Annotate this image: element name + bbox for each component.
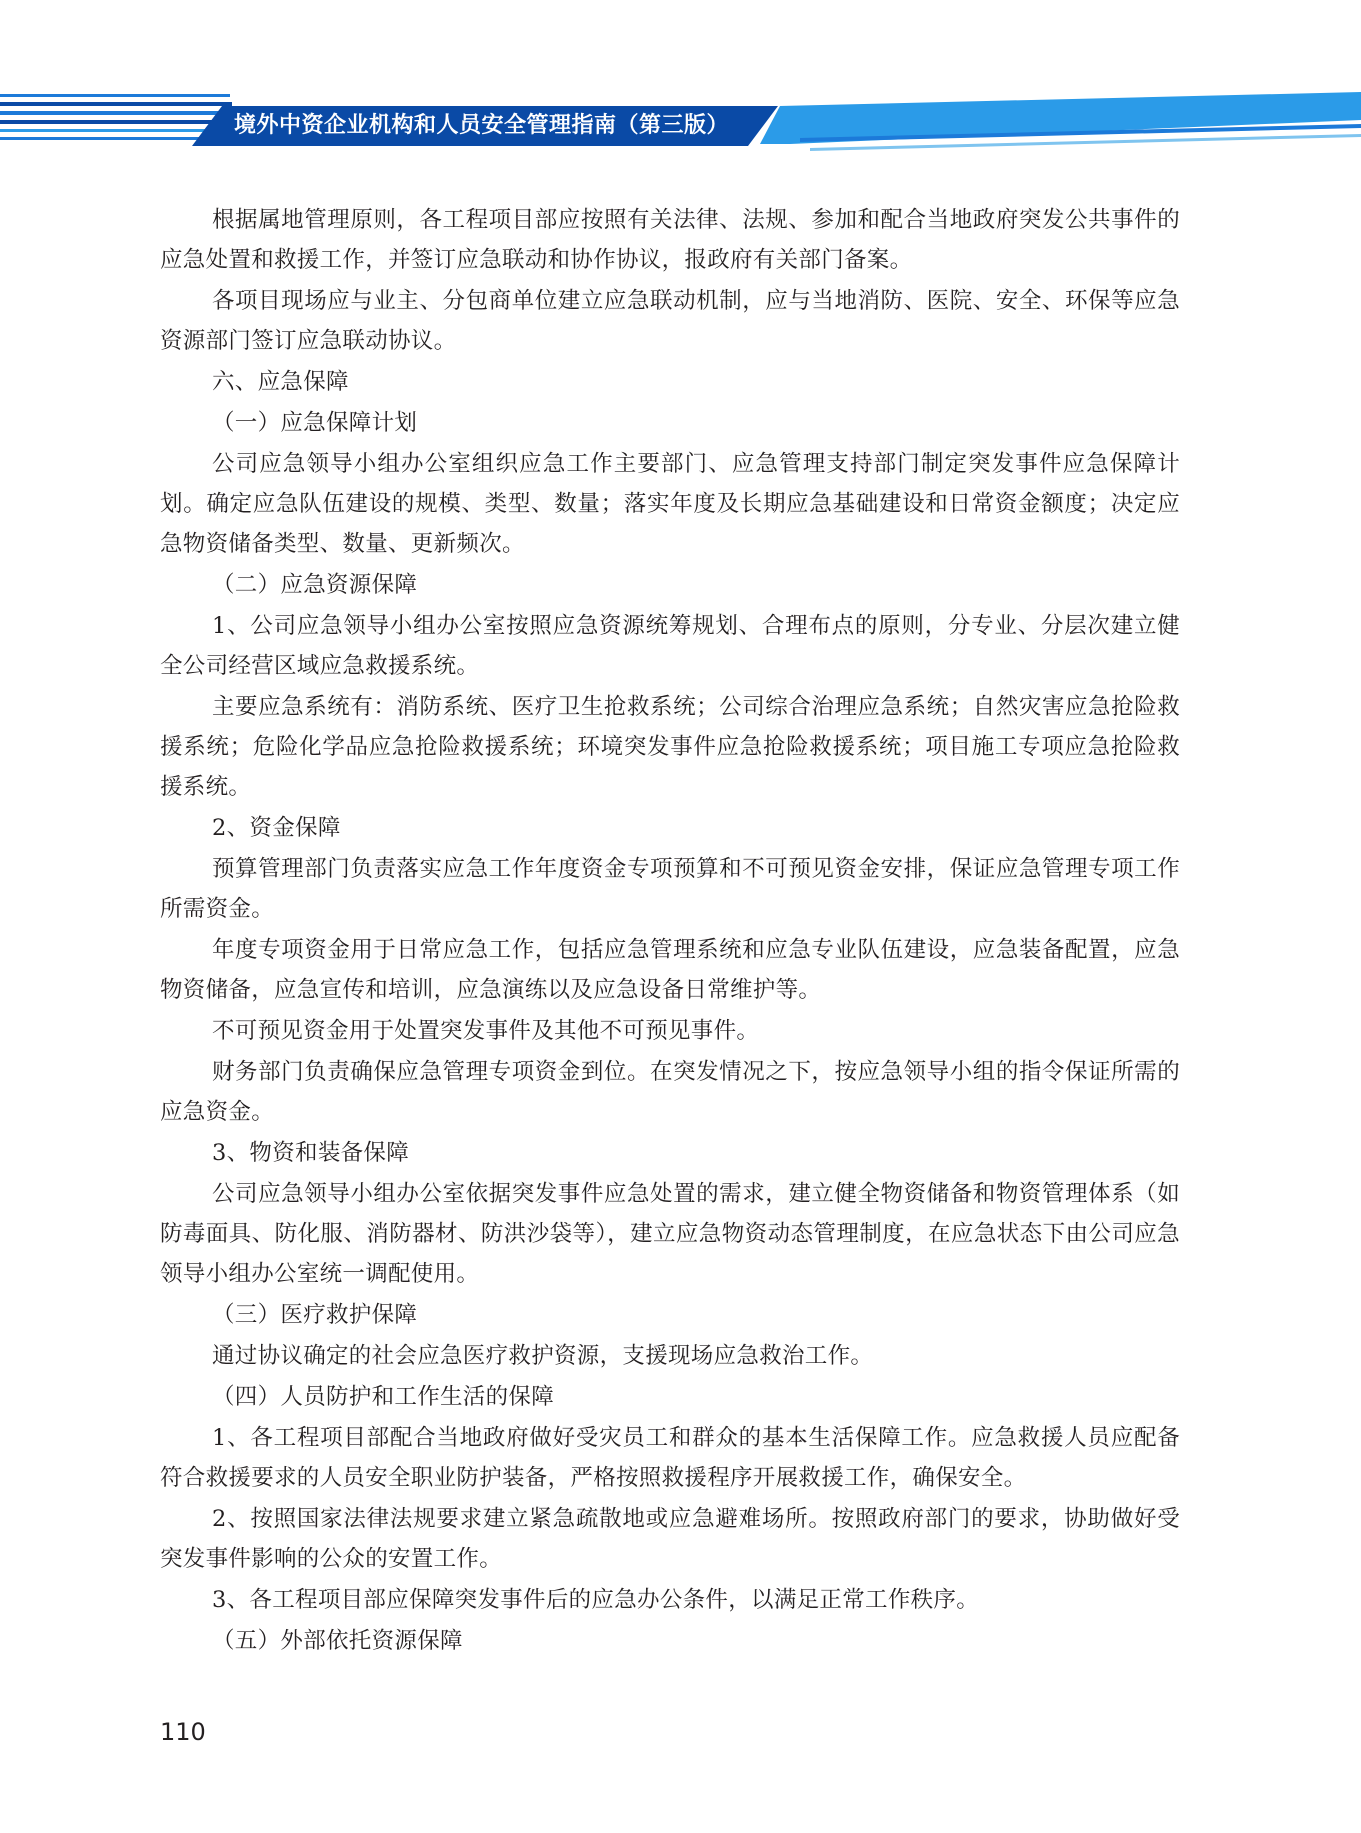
paragraph: 公司应急领导小组办公室依据突发事件应急处置的需求，建立健全物资储备和物资管理体系（如防毒面具、防化服、消防器材、防洪沙袋等），建立应急物资动态管理制度，在应急状态下由公司应急领导小组办公室统一调配使用。 xyxy=(160,1181,1180,1287)
banner-accent-band xyxy=(760,92,1361,144)
paragraph: 年度专项资金用于日常应急工作，包括应急管理系统和应急专业队伍建设，应急装备配置，应急物资储备，应急宣传和培训，应急演练以及应急设备日常维护等。 xyxy=(160,937,1180,1003)
item-heading: 2、资金保障 xyxy=(212,815,341,841)
paragraph: 2、按照国家法律法规要求建立紧急疏散地或应急避难场所。按照政府部门的要求，协助做好受突发事件影响的公众的安置工作。 xyxy=(160,1506,1180,1572)
subsection-heading: （三）医疗救护保障 xyxy=(212,1302,418,1328)
page-number: 110 xyxy=(160,1718,206,1746)
paragraph: 3、各工程项目部应保障突发事件后的应急办公条件，以满足正常工作秩序。 xyxy=(212,1587,980,1613)
paragraph: 1、各工程项目部配合当地政府做好受灾员工和群众的基本生活保障工作。应急救援人员应配备符合救援要求的人员安全职业防护装备，严格按照救援程序开展救援工作，确保安全。 xyxy=(160,1425,1180,1491)
item-heading: 3、物资和装备保障 xyxy=(212,1140,410,1166)
paragraph: 预算管理部门负责落实应急工作年度资金专项预算和不可预见资金安排，保证应急管理专项工作所需资金。 xyxy=(160,856,1180,922)
banner-stripes-left xyxy=(0,94,234,140)
subsection-heading: （四）人员防护和工作生活的保障 xyxy=(212,1384,555,1410)
paragraph: 公司应急领导小组办公室组织应急工作主要部门、应急管理支持部门制定突发事件应急保障计划。确定应急队伍建设的规模、类型、数量；落实年度及长期应急基础建设和日常资金额度；决定应急物资储备类型、数量、更新频次。 xyxy=(160,451,1180,557)
paragraph: 1、公司应急领导小组办公室按照应急资源统筹规划、合理布点的原则，分专业、分层次建立健全公司经营区域应急救援系统。 xyxy=(160,613,1180,679)
section-heading: 六、应急保障 xyxy=(212,369,349,395)
subsection-heading: （五）外部依托资源保障 xyxy=(212,1628,463,1654)
paragraph: 通过协议确定的社会应急医疗救护资源，支援现场应急救治工作。 xyxy=(212,1343,874,1369)
page-body xyxy=(160,200,1180,1662)
paragraph: 主要应急系统有：消防系统、医疗卫生抢救系统；公司综合治理应急系统；自然灾害应急抢险救援系统；危险化学品应急抢险救援系统；环境突发事件应急抢险救援系统；项目施工专项应急抢险救援系统。 xyxy=(160,694,1180,800)
subsection-heading: （一）应急保障计划 xyxy=(212,410,418,436)
paragraph: 财务部门负责确保应急管理专项资金到位。在突发情况之下，按应急领导小组的指令保证所需的应急资金。 xyxy=(160,1059,1180,1125)
paragraph: 根据属地管理原则，各工程项目部应按照有关法律、法规、参加和配合当地政府突发公共事件的应急处置和救援工作，并签订应急联动和协作协议，报政府有关部门备案。 xyxy=(160,207,1180,273)
header-title: 境外中资企业机构和人员安全管理指南（第三版） xyxy=(234,113,730,138)
paragraph: 不可预见资金用于处置突发事件及其他不可预见事件。 xyxy=(212,1018,760,1044)
subsection-heading: （二）应急资源保障 xyxy=(212,572,418,598)
paragraph: 各项目现场应与业主、分包商单位建立应急联动机制，应与当地消防、医院、安全、环保等应急资源部门签订应急联动协议。 xyxy=(160,288,1180,354)
